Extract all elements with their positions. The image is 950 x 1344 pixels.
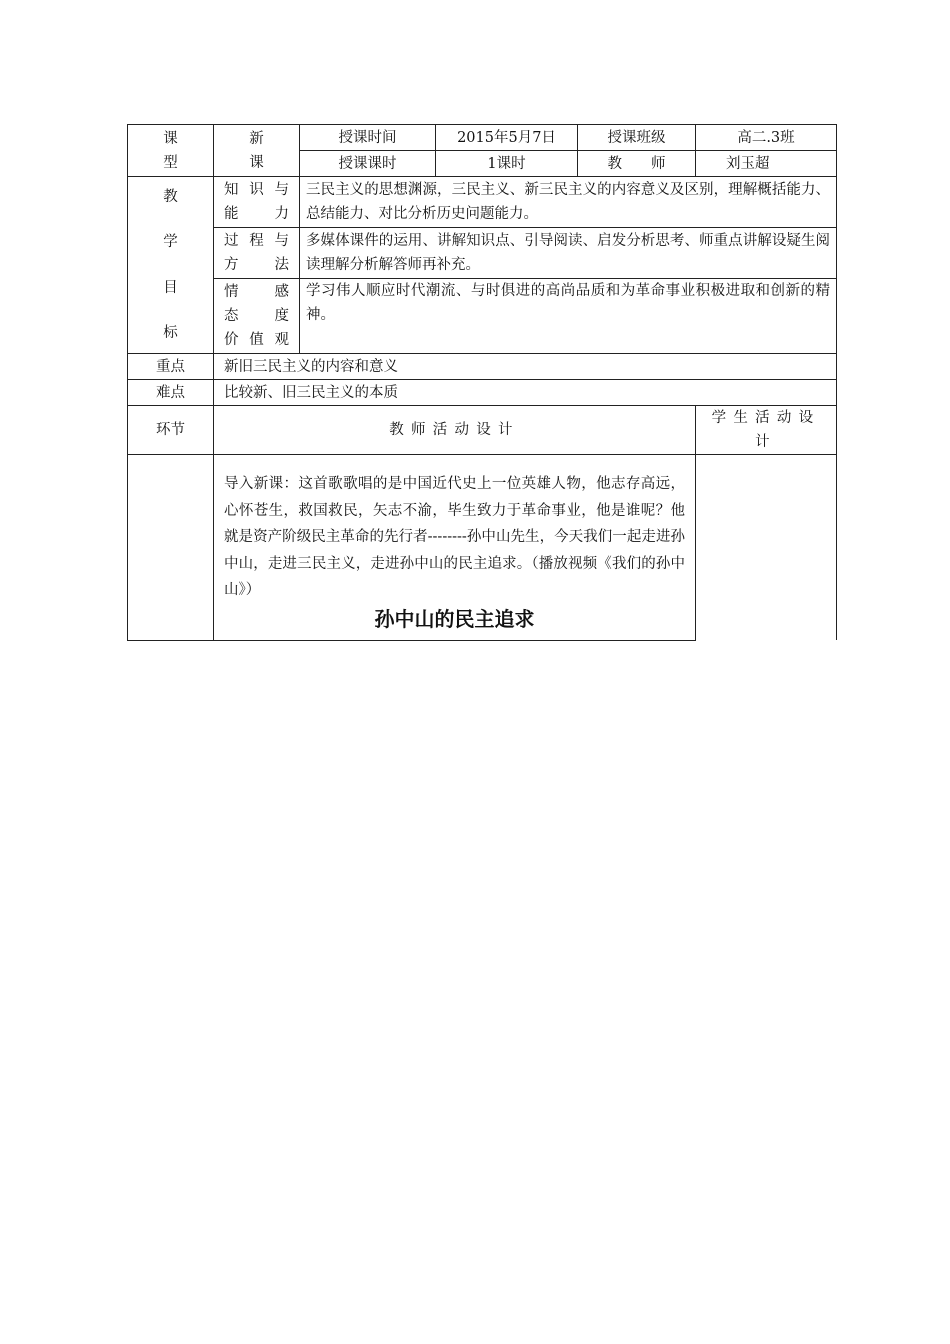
objective-attitude-text: 学习伟人顺应时代潮流、与时俱进的高尚品质和为革命事业积极进取和创新的精神。: [300, 279, 837, 354]
lesson-heading: 孙中山的民主追求: [374, 606, 535, 631]
difficulty-label: 难点: [128, 380, 214, 406]
key-point-label: 重点: [128, 354, 214, 380]
key-point-text: 新旧三民主义的内容和意义: [214, 354, 837, 380]
lesson-intro-text: 导入新课：这首歌歌唱的是中国近代史上一位英雄人物，他志存高远，心怀苍生，救国救民，矢志不渝，毕生致力于革命事业，他是谁呢？他就是资产阶级民主革命的先行者--------孙中山先生，今天我们一起走进孙中山，走进三民主义，走进孙中山的民主追求。（播放视频《我们的孙中山》）: [224, 476, 685, 598]
lesson-plan-table: [127, 124, 837, 641]
objective-knowledge-text: 三民主义的思想渊源，三民主义、新三民主义的内容意义及区别，理解概括能力、总结能力、对比分析历史问题能力。: [300, 177, 837, 228]
time-label: 授课时间: [300, 125, 436, 151]
teacher-activities-cell: [214, 455, 696, 641]
teacher-label: 教 师: [578, 151, 696, 177]
objective-process-label: 过 程 与 方 法: [214, 228, 300, 279]
class-value: 高二.3班: [696, 125, 837, 151]
teacher-activities-label: 教师活动设计: [214, 406, 696, 455]
objective-process-text: 多媒体课件的运用、讲解知识点、引导阅读、启发分析思考、师重点讲解设疑生阅读理解分析解答师再补充。: [300, 228, 837, 279]
objective-attitude-label: 情 感 态 度 价 值 观: [214, 279, 300, 354]
student-activities-cell: [696, 455, 837, 641]
objective-knowledge-label: 知 识 与 能 力: [214, 177, 300, 228]
teacher-value: 刘玉超: [696, 151, 837, 177]
lesson-type-label: 课 型: [128, 125, 214, 177]
hours-label: 授课课时: [300, 151, 436, 177]
student-activities-label: 学生活动设计: [696, 406, 837, 455]
time-value: 2015年5月7日: [436, 125, 578, 151]
stage-cell: [128, 455, 214, 641]
stage-label: 环节: [128, 406, 214, 455]
lesson-type-value: 新 课: [214, 125, 300, 177]
objectives-label: 教 学 目 标: [128, 177, 214, 354]
class-label: 授课班级: [578, 125, 696, 151]
hours-value: 1课时: [436, 151, 578, 177]
difficulty-text: 比较新、旧三民主义的本质: [214, 380, 837, 406]
